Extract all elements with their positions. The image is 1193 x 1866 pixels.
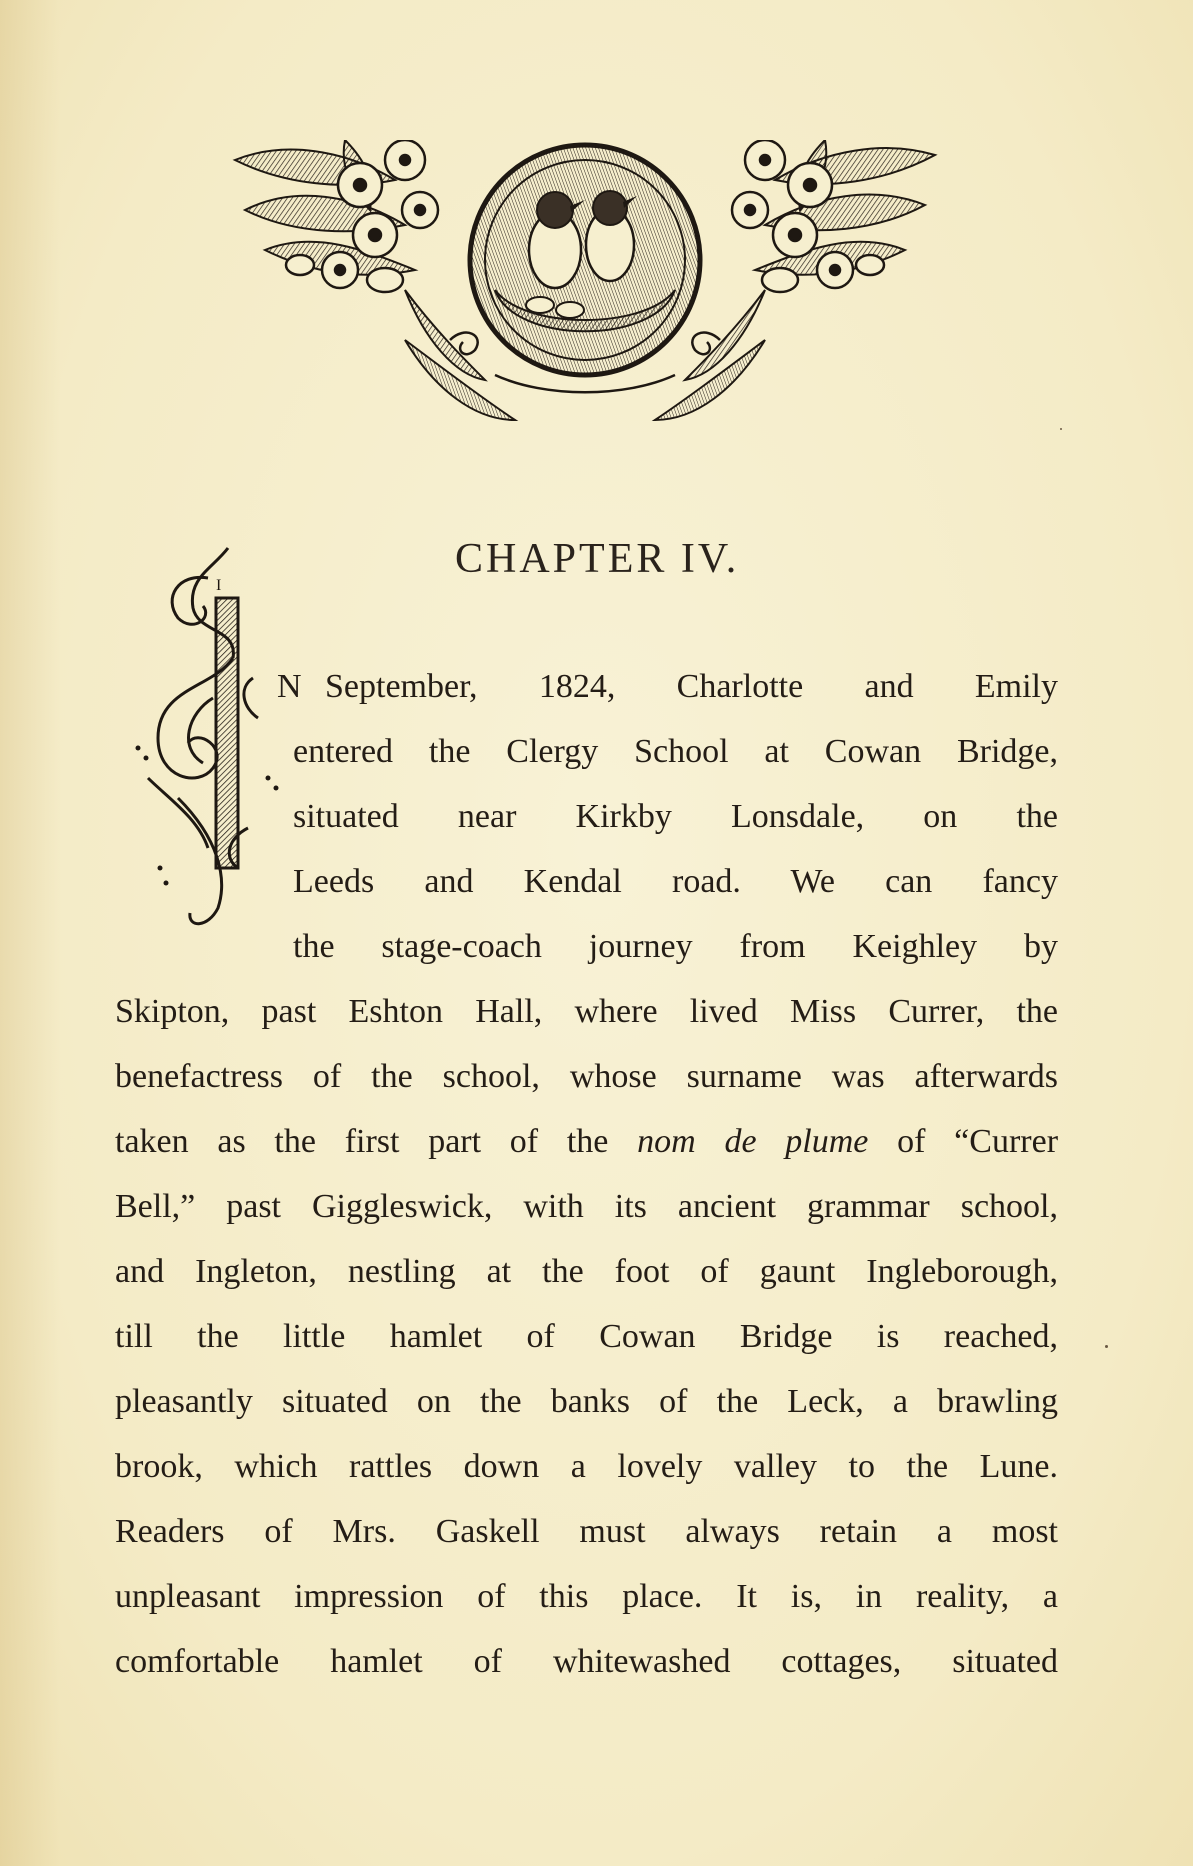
text-line: unpleasant impression of this place. It is, in reality, a — [115, 1578, 1058, 1615]
text-line: entered the Clergy School at Cowan Bridge, — [293, 733, 1058, 770]
text-line: September, 1824, Charlotte and Emily — [325, 668, 1058, 705]
gutter-shadow — [0, 0, 60, 1866]
headpiece-ornament — [225, 140, 945, 430]
initial-following-letter: N — [277, 668, 302, 705]
text-line: Bell,” past Giggleswick, with its ancient grammar school, — [115, 1188, 1058, 1225]
initial-letter: I — [216, 577, 222, 594]
text-line: Readers of Mrs. Gaskell must always retain a most — [115, 1513, 1058, 1550]
text-segment: of “Currer — [897, 1123, 1059, 1160]
text-line-with-italic — [115, 1109, 1058, 1174]
paper-speck — [1060, 428, 1062, 430]
text-line: till the little hamlet of Cowan Bridge is reached, — [115, 1318, 1058, 1355]
full-width-paragraph-lines — [115, 979, 1058, 1694]
text-line: Leeds and Kendal road. We can fancy — [293, 863, 1058, 900]
text-segment: taken as the first part of the — [115, 1123, 609, 1160]
text-line: comfortable hamlet of whitewashed cottages, situated — [115, 1643, 1058, 1680]
chapter-title: CHAPTER IV. — [455, 536, 740, 582]
italic-phrase: nom de plume — [637, 1123, 869, 1160]
text-line: benefactress of the school, whose surname was afterwards — [115, 1058, 1058, 1095]
decorated-initial-i — [118, 538, 288, 938]
paper-speck — [1105, 1345, 1108, 1348]
text-line: Skipton, past Eshton Hall, where lived Miss Currer, the — [115, 993, 1058, 1030]
text-line: brook, which rattles down a lovely valley to the Lune. — [115, 1448, 1058, 1485]
text-line: situated near Kirkby Lonsdale, on the — [293, 798, 1058, 835]
text-line: pleasantly situated on the banks of the Leck, a brawling — [115, 1383, 1058, 1420]
text-line: the stage-coach journey from Keighley by — [293, 928, 1058, 965]
indented-paragraph-lines — [293, 654, 1058, 979]
nest-medallion — [470, 145, 700, 375]
text-line: and Ingleton, nestling at the foot of gaunt Ingleborough, — [115, 1253, 1058, 1290]
